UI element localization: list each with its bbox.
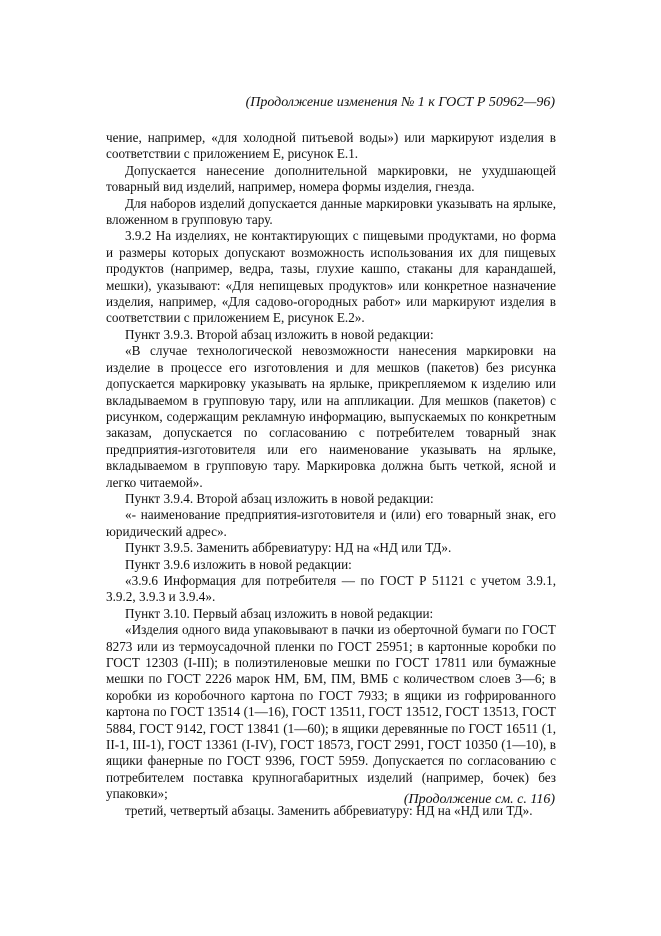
paragraph: Пункт 3.9.4. Второй абзац изложить в новой редакции: <box>125 490 434 506</box>
paragraph: «Изделия одного вида упаковывают в пачки из оберточной бумаги по ГОСТ 8273 или из термоусадочной пленки по ГОСТ 25951; в картонные коробки по ГОСТ 12303 (I-III); в полиэтиленовые мешки по ГОСТ 17811 или бумажные мешки по ГОСТ 2226 марок НМ, БМ, ПМ, ВМБ с количеством слоев 3—6; в коробки из коробочного картона по ГОСТ 7933; в ящики из гофрированного картона по ГОСТ 13514 (1—16), ГОСТ 13511, ГОСТ 13512, ГОСТ 13513, ГОСТ 5884, ГОСТ 9142, ГОСТ 13841 (1—60); в ящики деревянные по ГОСТ 16511 (1, II-1, III-1), ГОСТ 13361 (I-IV), ГОСТ 18573, ГОСТ 2991, ГОСТ 10350 (1—10), в ящики фанерные по ГОСТ 9396, ГОСТ 5959. Допускается по согласованию с потребителем поставка крупногабаритных изделий (например, бочек) без упаковки»; <box>106 622 556 802</box>
paragraph: 3.9.2 На изделиях, не контактирующих с пищевыми продуктами, но форма и размеры которых допускают возможность использования их для пищевых продуктов (например, ведра, тазы, глухие кашпо, стаканы для карандашей, мешки), указывают: «Для непищевых продуктов» или конкретное назначение изделия, например, «Для садово-огородных работ» или маркируют изделия в соответствии с приложением Е, рисунок Е.2». <box>106 228 556 326</box>
continuation-note: (Продолжение см. с. 116) <box>403 792 555 807</box>
paragraph: «- наименование предприятия-изготовителя и (или) его товарный знак, его юридический адрес». <box>106 507 556 539</box>
paragraph: Пункт 3.9.5. Заменить аббревиатуру: НД на «НД или ТД». <box>125 540 452 556</box>
running-header: (Продолжение изменения № 1 к ГОСТ Р 50962—96) <box>245 95 555 110</box>
paragraph: Пункт 3.10. Первый абзац изложить в новой редакции: <box>125 605 434 621</box>
paragraph: чение, например, «для холодной питьевой воды») или маркируют изделия в соответствии с приложением Е, рисунок Е.1. <box>106 130 556 162</box>
paragraph: Пункт 3.9.6 изложить в новой редакции: <box>125 556 352 572</box>
paragraph: третий, четвертый абзацы. Заменить аббревиатуру: НД на «НД или ТД». <box>125 802 533 818</box>
paragraph: «В случае технологической невозможности нанесения маркировки на изделие в процессе его изготовления и для мешков (пакетов) без рисунка допускается маркировку указывать на ярлыке, прикрепляемом к изделию или вкладываемом в групповую тару, или на аппликации. Для мешков (пакетов) с рисунком, содержащим рекламную информацию, выпускаемых по конкретным заказам, допускается по согласованию с потребителем товарный знак предприятия-изготовителя или его наименование указывать на ярлыке, вкладываемом в групповую тару. Маркировка должна быть четкой, ясной и легко читаемой». <box>106 343 556 490</box>
paragraph: Для наборов изделий допускается данные маркировки указывать на ярлыке, вложенном в групповую тару. <box>106 195 556 228</box>
paragraph: «3.9.6 Информация для потребителя — по ГОСТ Р 51121 с учетом 3.9.1, 3.9.2, 3.9.3 и 3.9.4». <box>106 572 556 605</box>
document-body <box>106 130 556 819</box>
paragraph: Допускается нанесение дополнительной маркировки, не ухудшающей товарный вид изделий, например, номера формы изделия, гнезда. <box>106 162 556 195</box>
paragraph: Пункт 3.9.3. Второй абзац изложить в новой редакции: <box>125 326 434 342</box>
